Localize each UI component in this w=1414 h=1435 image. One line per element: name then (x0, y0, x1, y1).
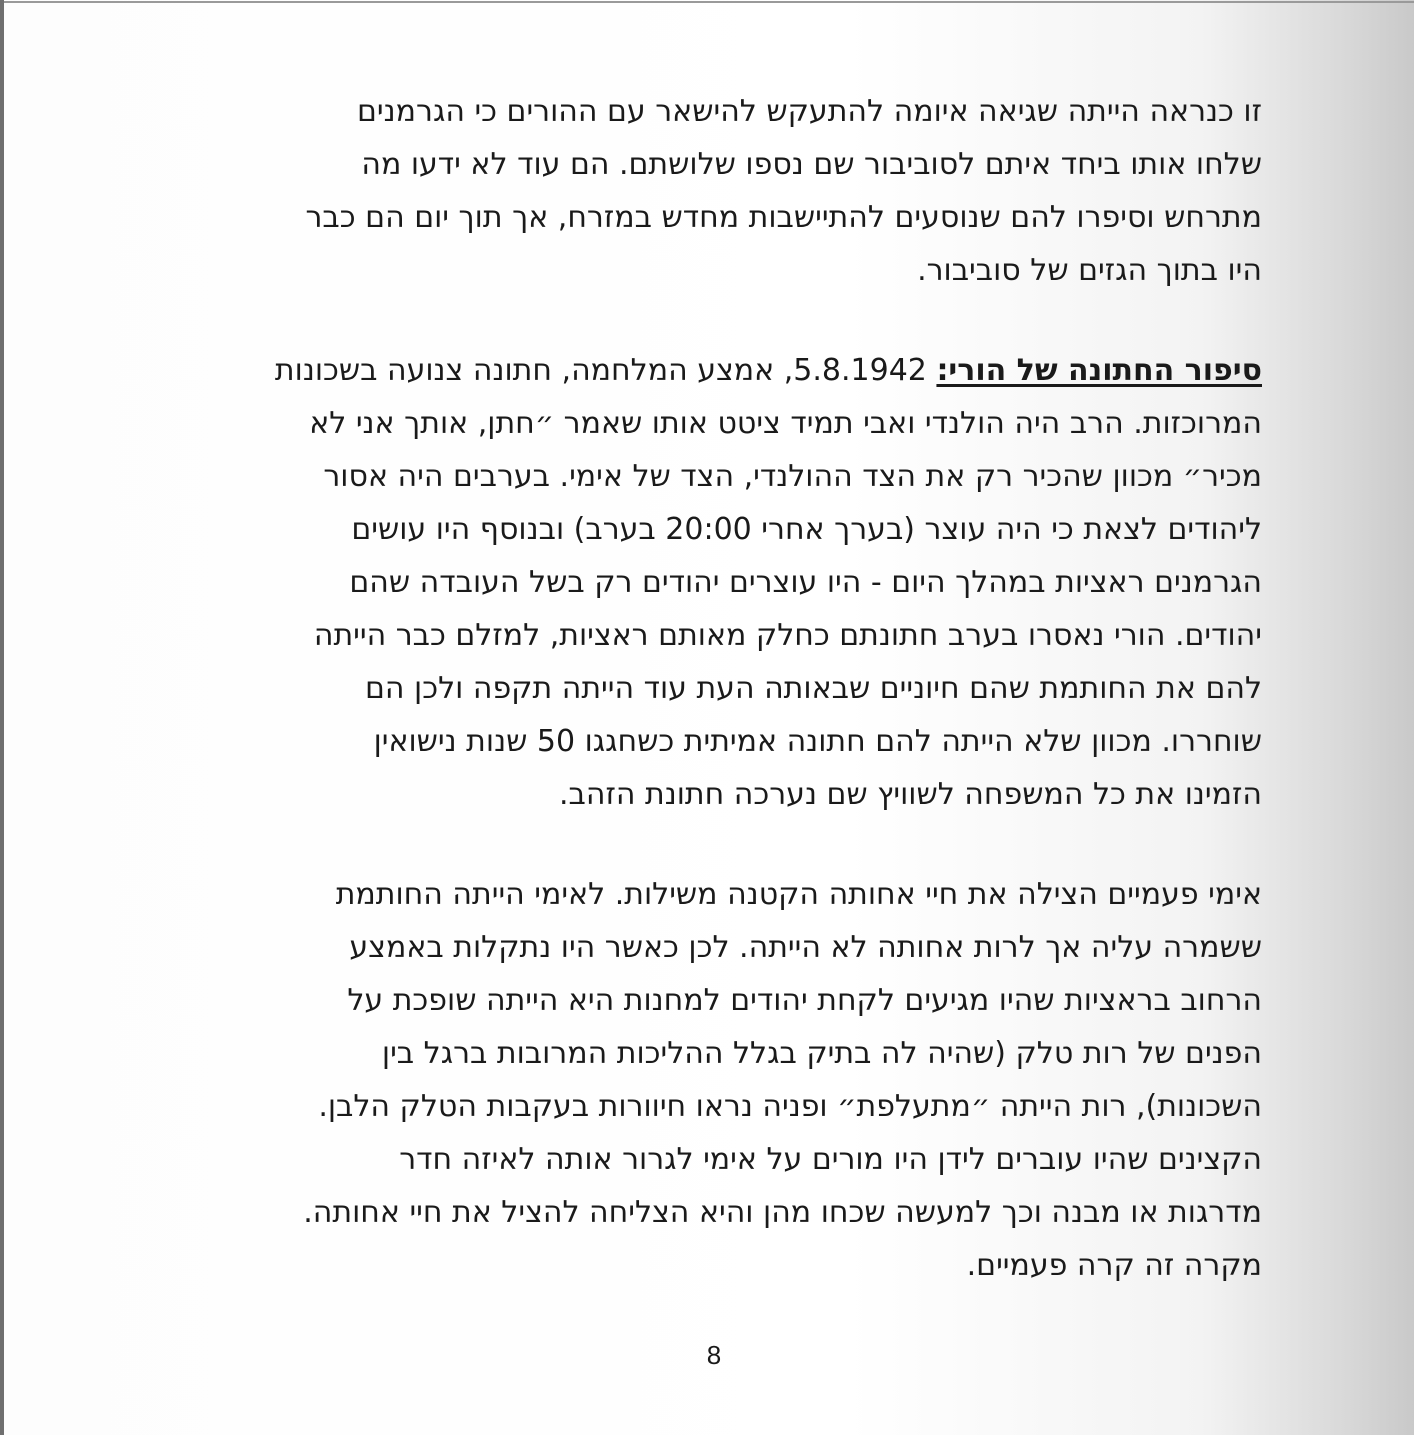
page-number: 8 (706, 1340, 722, 1370)
text-line-continuation: , אמצע המלחמה, חתונה צנועה בשכונות (274, 353, 794, 388)
text-line: המרוכזות. הרב היה הולנדי ואבי תמיד ציטט אותו שאמר ״חתן, אותך אני לא (309, 406, 1262, 441)
text-line: הקצינים שהיו עוברים לידן היו מורים על אימי לגרור אותה לאיזה חדר (399, 1142, 1262, 1177)
paragraph-sobibor (150, 85, 1262, 297)
text-line: יהודים. הורי נאסרו בערב חתונתם כחלק מאותם ראציות, למזלם כבר הייתה (313, 618, 1262, 653)
page-body (150, 85, 1262, 1292)
section-title: סיפור החתונה של הורי: (936, 353, 1262, 388)
scan-left-border (0, 0, 4, 1435)
text-line: מכיר״ מכוון שהכיר רק את הצד ההולנדי, הצד של אימי. בערבים היה אסור (323, 459, 1262, 494)
text-line: מקרה זה קרה פעמיים. (966, 1248, 1262, 1283)
text-line: הגרמנים ראציות במהלך היום - היו עוצרים יהודים רק בשל העובדה שהם (349, 565, 1262, 600)
text-line: ששמרה עליה אך לרות אחותה לא הייתה. לכן כאשר היו נתקלות באמצע (349, 930, 1262, 965)
wedding-date: 5.8.1942 (793, 353, 927, 388)
text-line: היו בתוך הגזים של סוביבור. (917, 253, 1262, 288)
text-line: הרחוב בראציות שהיו מגיעים לקחת יהודים למחנות היא הייתה שופכת על (347, 983, 1262, 1018)
text-line: זו כנראה הייתה שגיאה איומה להתעקש להישאר עם ההורים כי הגרמנים (357, 94, 1262, 129)
text-line: הפנים של רות טלק (שהיה לה בתיק בגלל ההליכות המרובות ברגל בין (381, 1036, 1262, 1071)
paragraph-wedding-story (150, 344, 1262, 821)
text-line: השכונות), רות הייתה ״מתעלפת״ ופניה נראו חיוורות בעקבות הטלק הלבן. (318, 1089, 1262, 1124)
text-line: להם את החותמת שהם חיוניים שבאותה העת עוד הייתה תקפה ולכן הם (365, 671, 1262, 706)
text-line: מתרחש וסיפרו להם שנוסעים להתיישבות מחדש במזרח, אך תוך יום הם כבר (305, 200, 1262, 235)
text-line: שוחררו. מכוון שלא הייתה להם חתונה אמיתית כשחגגו 50 שנות נישואין (373, 724, 1262, 759)
text-line: שלחו אותו ביחד איתם לסוביבור שם נספו שלושתם. הם עוד לא ידעו מה (361, 147, 1262, 182)
text-line: אימי פעמיים הצילה את חיי אחותה הקטנה משילות. לאימי הייתה החותמת (335, 877, 1262, 912)
scan-top-border (0, 1, 1414, 3)
paragraph-sister-rescue (150, 868, 1262, 1292)
text-line: ליהודים לצאת כי היה עוצר (בערך אחרי 20:00 בערב) ובנוסף היו עושים (351, 512, 1262, 547)
text-line: הזמינו את כל המשפחה לשוויץ שם נערכה חתונת הזהב. (559, 777, 1262, 812)
text-line-with-title (150, 344, 1262, 397)
text-line: מדרגות או מבנה וכך למעשה שכחו מהן והיא הצליחה להציל את חיי אחותה. (303, 1195, 1262, 1230)
